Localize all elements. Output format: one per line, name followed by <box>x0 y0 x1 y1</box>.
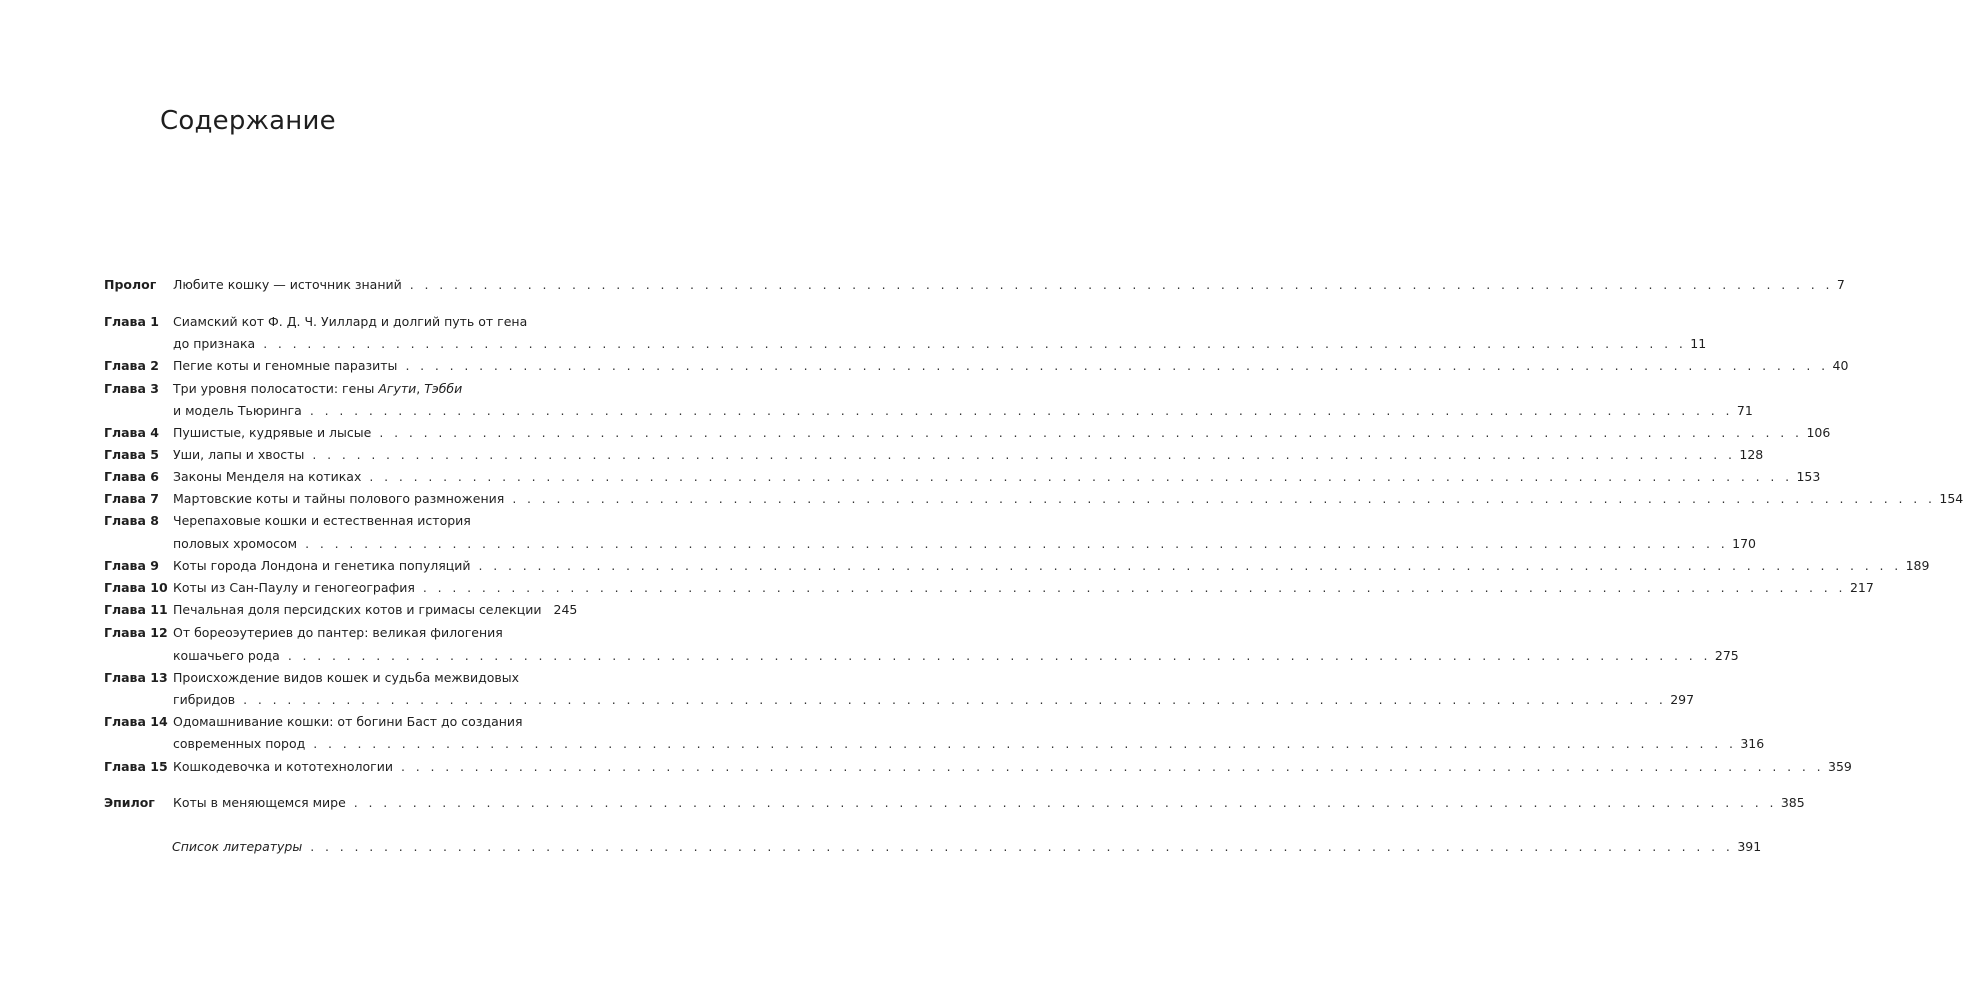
chapter-label: Глава 13 <box>104 670 168 685</box>
chapter-label: Глава 14 <box>104 714 168 729</box>
entry-title-line: кошачьего рода <box>173 648 280 663</box>
page-number: 391 <box>1737 839 1762 854</box>
dot-leader <box>354 792 1777 814</box>
toc-entry-chapter-10[interactable] <box>104 577 1874 599</box>
entry-title-line: Черепаховые кошки и естественная история <box>173 513 471 528</box>
dot-leader <box>401 756 1824 778</box>
chapter-label: Глава 3 <box>104 381 159 396</box>
entry-title-part: , <box>416 381 425 396</box>
toc-entry-chapter-12-continued[interactable] <box>104 645 1739 667</box>
toc-entry-chapter-15[interactable] <box>104 756 1852 778</box>
toc-entry-chapter-14-continued[interactable] <box>104 733 1765 755</box>
dot-leader <box>263 333 1686 355</box>
dot-leader <box>288 645 1711 667</box>
chapter-label: Эпилог <box>104 795 155 810</box>
page-number: 153 <box>1796 469 1821 484</box>
chapter-label: Глава 11 <box>104 602 168 617</box>
entry-title: Уши, лапы и хвосты <box>173 447 305 462</box>
entry-title-line: гибридов <box>173 692 236 707</box>
page-number: 275 <box>1714 648 1739 663</box>
toc-entry-chapter-8[interactable] <box>104 510 558 532</box>
entry-title-part: Три уровня полосатости: гены <box>173 381 379 396</box>
toc-entry-chapter-5[interactable] <box>104 444 1764 466</box>
page-number: 245 <box>553 602 578 617</box>
page-number: 71 <box>1736 403 1753 418</box>
entry-title: Пегие коты и геномные паразиты <box>173 358 398 373</box>
toc-entry-chapter-1[interactable] <box>104 311 558 333</box>
entry-title-line: Одомашнивание кошки: от богини Баст до создания <box>173 714 523 729</box>
entry-title: Пушистые, кудрявые и лысые <box>173 425 372 440</box>
dot-leader <box>512 488 1935 510</box>
chapter-label: Глава 7 <box>104 491 159 506</box>
entry-title: Коты из Сан-Паулу и геногеография <box>173 580 415 595</box>
entry-title-line: Сиамский кот Ф. Д. Ч. Уиллард и долгий путь от гена <box>173 314 528 329</box>
dot-leader <box>313 733 1736 755</box>
entry-title-line: и модель Тьюринга <box>173 403 302 418</box>
entry-title-line: до признака <box>173 336 256 351</box>
toc-entry-chapter-14[interactable] <box>104 711 558 733</box>
dot-leader <box>310 400 1733 422</box>
dot-leader <box>312 444 1735 466</box>
entry-title: Кошкодевочка и кототехнологии <box>173 759 393 774</box>
chapter-label: Глава 10 <box>104 580 168 595</box>
dot-leader <box>479 555 1902 577</box>
gene-name-agouti: Агути <box>378 381 417 396</box>
toc-entry-chapter-4[interactable] <box>104 422 1831 444</box>
page-number: 128 <box>1739 447 1764 462</box>
toc-entry-epilog[interactable] <box>104 792 1805 814</box>
toc-entry-chapter-9[interactable] <box>104 555 1930 577</box>
entry-title-line: современных пород <box>173 736 306 751</box>
toc-entry-chapter-7[interactable] <box>104 488 1963 510</box>
entry-title: Коты в меняющемся мире <box>173 795 346 810</box>
page-number: 217 <box>1849 580 1874 595</box>
page-number: 154 <box>1939 491 1963 506</box>
entry-title: Печальная доля персидских котов и гримасы селекции <box>173 602 542 617</box>
dot-leader <box>305 533 1728 555</box>
toc-entry-chapter-6[interactable] <box>104 466 1821 488</box>
dot-leader <box>423 577 1846 599</box>
chapter-label: Глава 2 <box>104 358 159 373</box>
page-number: 385 <box>1780 795 1805 810</box>
chapter-label: Глава 9 <box>104 558 159 573</box>
entry-title: Законы Менделя на котиках <box>173 469 362 484</box>
dot-leader <box>369 466 1792 488</box>
chapter-label: Глава 6 <box>104 469 159 484</box>
toc-entry-chapter-11[interactable] <box>104 599 578 621</box>
dot-leader <box>410 274 1833 296</box>
chapter-label: Пролог <box>104 277 157 292</box>
dot-leader <box>379 422 1802 444</box>
chapter-label: Глава 4 <box>104 425 159 440</box>
toc-entry-chapter-2[interactable] <box>104 355 1849 377</box>
entry-title: Коты города Лондона и генетика популяций <box>173 558 471 573</box>
entry-title: Любите кошку — источник знаний <box>173 277 402 292</box>
toc-entry-references[interactable] <box>104 836 1762 858</box>
gene-name-tabby: Тэбби <box>424 381 463 396</box>
toc-entry-chapter-13-continued[interactable] <box>104 689 1695 711</box>
toc-entry-chapter-12[interactable] <box>104 622 558 644</box>
page-number: 106 <box>1806 425 1831 440</box>
chapter-label: Глава 1 <box>104 314 159 329</box>
entry-title: Мартовские коты и тайны полового размножения <box>173 491 505 506</box>
dot-leader <box>405 355 1828 377</box>
page-number: 11 <box>1690 336 1707 351</box>
entry-title-line: Происхождение видов кошек и судьба межвидовых <box>173 670 520 685</box>
page-number: 359 <box>1828 759 1852 774</box>
page-title: Содержание <box>160 106 336 136</box>
page-number: 40 <box>1832 358 1849 373</box>
entry-title-line <box>173 378 462 400</box>
page-number: 189 <box>1905 558 1930 573</box>
toc-entry-chapter-13[interactable] <box>104 667 558 689</box>
toc-entry-chapter-1-continued[interactable] <box>104 333 1707 355</box>
chapter-label: Глава 12 <box>104 625 168 640</box>
entry-title-line: От бореоэутериев до пантер: великая филогения <box>173 625 503 640</box>
entry-title: Список литературы <box>172 839 303 854</box>
page-number: 170 <box>1732 536 1757 551</box>
toc-entry-chapter-8-continued[interactable] <box>104 533 1757 555</box>
toc-entry-chapter-3[interactable] <box>104 378 558 400</box>
dot-leader <box>310 836 1733 858</box>
chapter-label: Глава 8 <box>104 513 159 528</box>
entry-title-line: половых хромосом <box>173 536 298 551</box>
chapter-label: Глава 5 <box>104 447 159 462</box>
toc-entry-prolog[interactable] <box>104 274 1845 296</box>
page-number: 297 <box>1670 692 1695 707</box>
page-number: 316 <box>1740 736 1765 751</box>
chapter-label: Глава 15 <box>104 759 168 774</box>
page-number: 7 <box>1836 277 1845 292</box>
toc-entry-chapter-3-continued[interactable] <box>104 400 1753 422</box>
dot-leader <box>243 689 1666 711</box>
